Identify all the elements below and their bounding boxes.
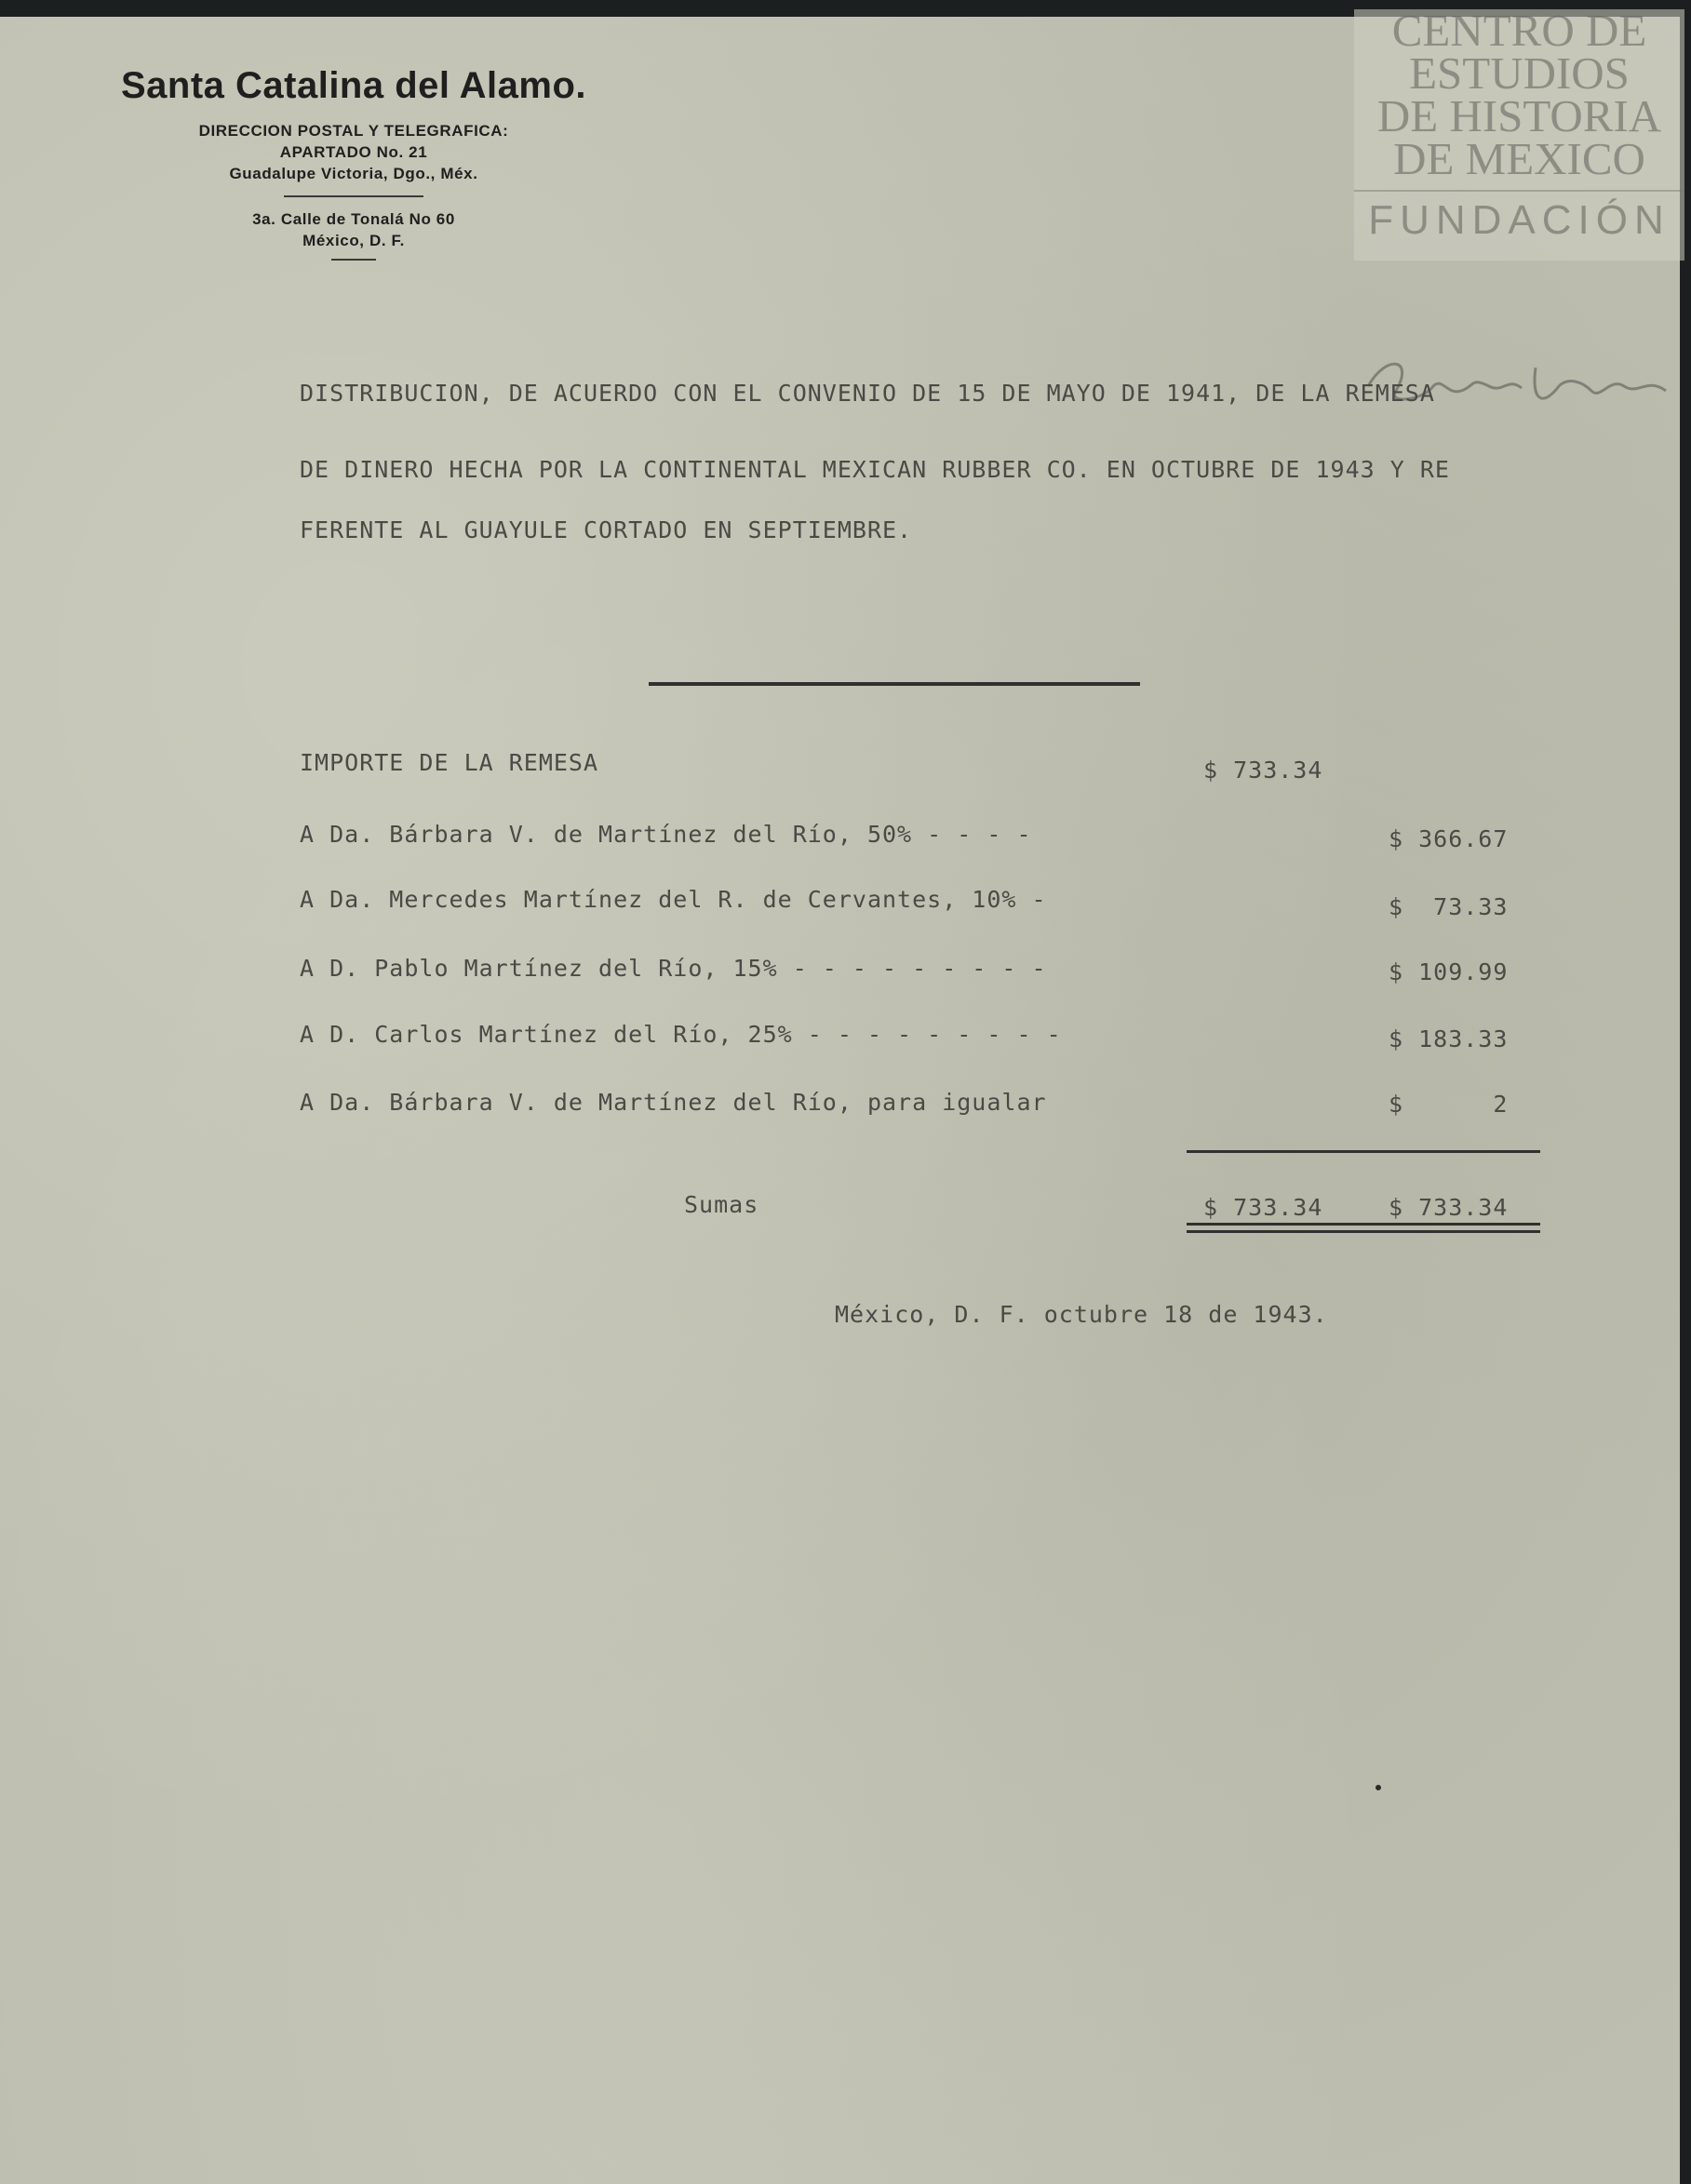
intro-line: DE DINERO HECHA POR LA CONTINENTAL MEXICAN RUBBER CO. EN OCTUBRE DE 1943 Y RE xyxy=(300,456,1450,483)
double-underline xyxy=(1187,1223,1540,1226)
total-rule xyxy=(1187,1150,1540,1153)
company-name: Santa Catalina del Alamo. xyxy=(120,65,587,106)
letterhead-rule-small xyxy=(331,259,376,261)
city2-line: México, D. F. xyxy=(302,232,405,249)
apartado: APARTADO No. 21 xyxy=(279,143,428,161)
intro-line: DISTRIBUCION, DE ACUERDO CON EL CONVENIO DE 15 DE MAYO DE 1941, DE LA REMESA xyxy=(300,380,1435,407)
row-amount: $ 2 xyxy=(1389,1091,1509,1118)
row-amount: $ 73.33 xyxy=(1389,893,1509,920)
stamp-foundation: FUNDACIÓN xyxy=(1368,197,1671,243)
archive-stamp xyxy=(1354,5,1684,261)
sumas-label: Sumas xyxy=(684,1191,759,1218)
table-row: A Da. Mercedes Martínez del R. de Cervantes, 10% - xyxy=(300,886,1047,913)
street-line: 3a. Calle de Tonalá No 60 xyxy=(252,210,455,228)
stamp-line: DE HISTORIA xyxy=(1376,90,1662,141)
intro-line: FERENTE AL GUAYULE CORTADO EN SEPTIEMBRE. xyxy=(300,516,913,543)
row-amount: $ 109.99 xyxy=(1389,958,1509,985)
double-underline xyxy=(1187,1230,1540,1233)
table-row: A Da. Bárbara V. de Martínez del Río, para igualar xyxy=(300,1089,1047,1116)
sumas-right-amount: $ 733.34 xyxy=(1389,1194,1509,1221)
letterhead xyxy=(93,65,614,268)
letterhead-rule xyxy=(284,195,423,197)
stamp-line: ESTUDIOS xyxy=(1409,47,1630,99)
stamp-divider xyxy=(1354,190,1684,192)
city-line: Guadalupe Victoria, Dgo., Méx. xyxy=(229,165,478,182)
remesa-label: IMPORTE DE LA REMESA xyxy=(300,749,599,776)
stamp-line: CENTRO DE xyxy=(1391,5,1647,56)
sumas-left-amount: $ 733.34 xyxy=(1203,1194,1323,1221)
postal-title: DIRECCION POSTAL Y TELEGRAFICA: xyxy=(198,122,509,140)
place-date: México, D. F. octubre 18 de 1943. xyxy=(835,1301,1328,1328)
paper-speck xyxy=(1376,1785,1381,1790)
row-amount: $ 183.33 xyxy=(1389,1025,1509,1052)
row-amount: $ 366.67 xyxy=(1389,825,1509,852)
table-row: A D. Pablo Martínez del Río, 15% - - - - - - - - - xyxy=(300,955,1047,982)
table-row: A D. Carlos Martínez del Río, 25% - - - - - - - - - xyxy=(300,1021,1062,1048)
table-row: A Da. Bárbara V. de Martínez del Río, 50% - - - - xyxy=(300,821,1032,848)
remesa-amount: $ 733.34 xyxy=(1203,757,1323,784)
section-divider xyxy=(649,682,1140,686)
stamp-line: DE MEXICO xyxy=(1393,133,1645,184)
